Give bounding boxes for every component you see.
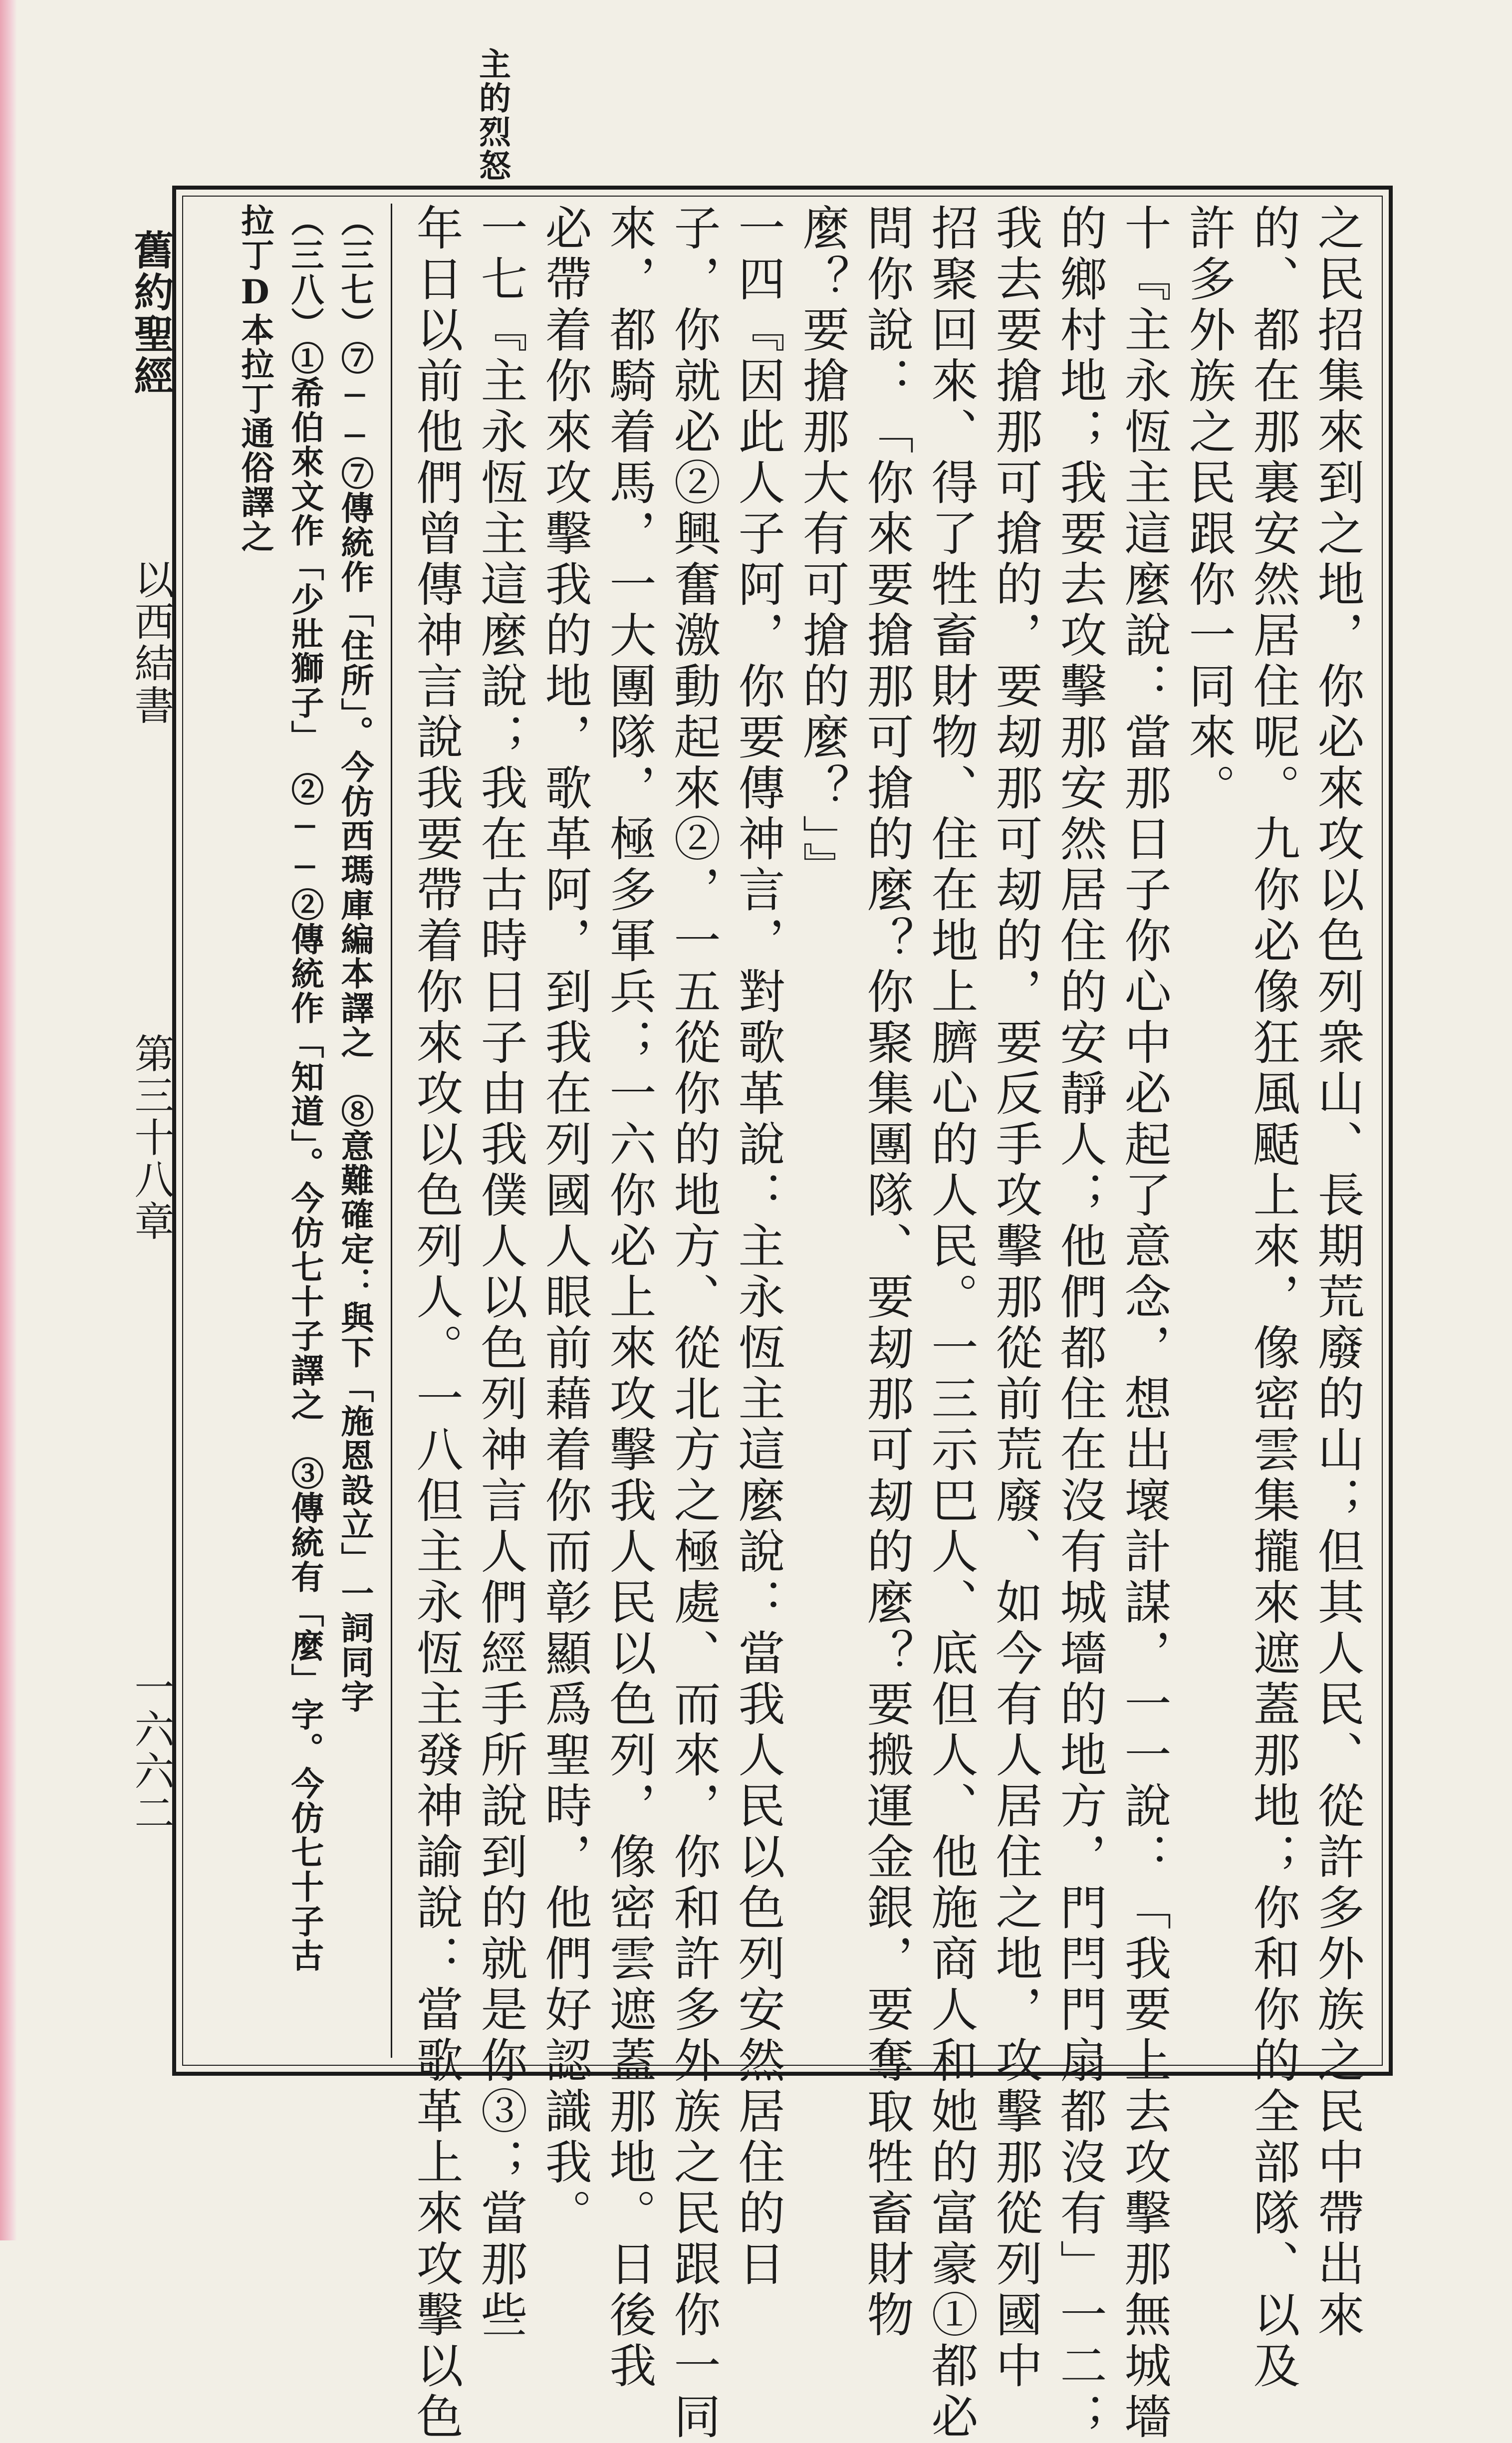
text-column: 一七『主永恆主這麼說；我在古時日子由我僕人以色列神言人們經手所說到的就是你③；當那些 [473, 204, 527, 2341]
footnote-line: 拉丁D本拉丁通俗譯之 [236, 204, 274, 554]
text-column: 來，都騎着馬，一大團隊，極多軍兵；一六你必上來攻擊我人民以色列，像密雲遮蓋那地。日後我 [601, 204, 656, 2392]
text-column: 一四『因此人子阿，你要傳神言，對歌革說：主永恆主這麼說：當我人民以色列安然居住的日 [730, 204, 784, 2290]
text-column: 我去要搶那可搶的，要刼那可刼的，要反手攻擊那從前荒廢、如今有人居住之地，攻擊那從列國中 [988, 204, 1042, 2392]
text-column: 必帶着你來攻擊我的地，歌革阿，到我在列國人眼前藉着你而彰顯爲聖時，他們好認識我。 [537, 204, 591, 2239]
running-head-book-name: 以西結書 [128, 559, 174, 727]
text-column: 問你說：「你來要搶那可搶的麼？你聚集團隊、要刼那可刼的麼？要搬運金銀，要奪取牲畜財物 [859, 204, 913, 2341]
running-head-chapter: 第三十八章 [128, 1033, 174, 1242]
text-column: 年日以前他們曾傳神言說我要帶着你來攻以色列人。一八但主永恆主發神諭說：當歌革上來攻擊以色 [408, 204, 463, 2443]
footnote-divider [391, 204, 392, 2058]
text-column: 招聚回來、得了牲畜財物、住在地上臍心的人民。一三示巴人、底但人、他施商人和她的富豪①都必 [923, 204, 978, 2443]
text-column: 子，你就必②興奮激動起來②，一五從你的地方、從北方之極處、而來，你和許多外族之民跟你一同 [666, 204, 720, 2443]
page-edge-stain [0, 0, 17, 2240]
text-column: 許多外族之民跟你一同來。 [1181, 204, 1235, 814]
text-column: 的、都在那裏安然居住呢。九你必像狂風颳上來，像密雲集攏來遮蓋那地；你和你的全部隊、以及 [1245, 204, 1299, 2392]
text-column: 麼？要搶那大有可搶的麼？」』 [794, 204, 849, 893]
text-column: 十『主永恆主這麼說：當那日子你心中必起了意念，想出壞計謀，一一說：「我要上去攻擊那無城墻 [1116, 204, 1171, 2443]
catchword: 主的烈怒 [474, 47, 511, 183]
text-frame [172, 186, 1393, 2443]
footnote-line: （三八）①希伯來文作「少壯獅子」 ②──②傳統作「知道」。今仿七十子譯之 ③傳統有「麼」字。今仿七十子古 [285, 204, 324, 1973]
running-head-book-title: 舊約聖經 [127, 230, 174, 397]
text-columns [196, 204, 1369, 2443]
page-number: 一六六二 [128, 1667, 174, 1834]
text-column: 的鄉村地；我要去攻擊那安然居住的安靜人；他們都住在沒有城墻的地方，門閂門扇都沒有」一二； [1052, 204, 1106, 2443]
footnote-line: （三七）⑦──⑦傳統作「住所」。今仿西瑪庫編本譯之 ⑧意難確定：與下「施恩設立」一詞同字 [335, 204, 374, 1714]
text-column: 之民招集來到之地，你必來攻以色列衆山、長期荒廢的山；但其人民、從許多外族之民中帶出來 [1309, 204, 1364, 2341]
